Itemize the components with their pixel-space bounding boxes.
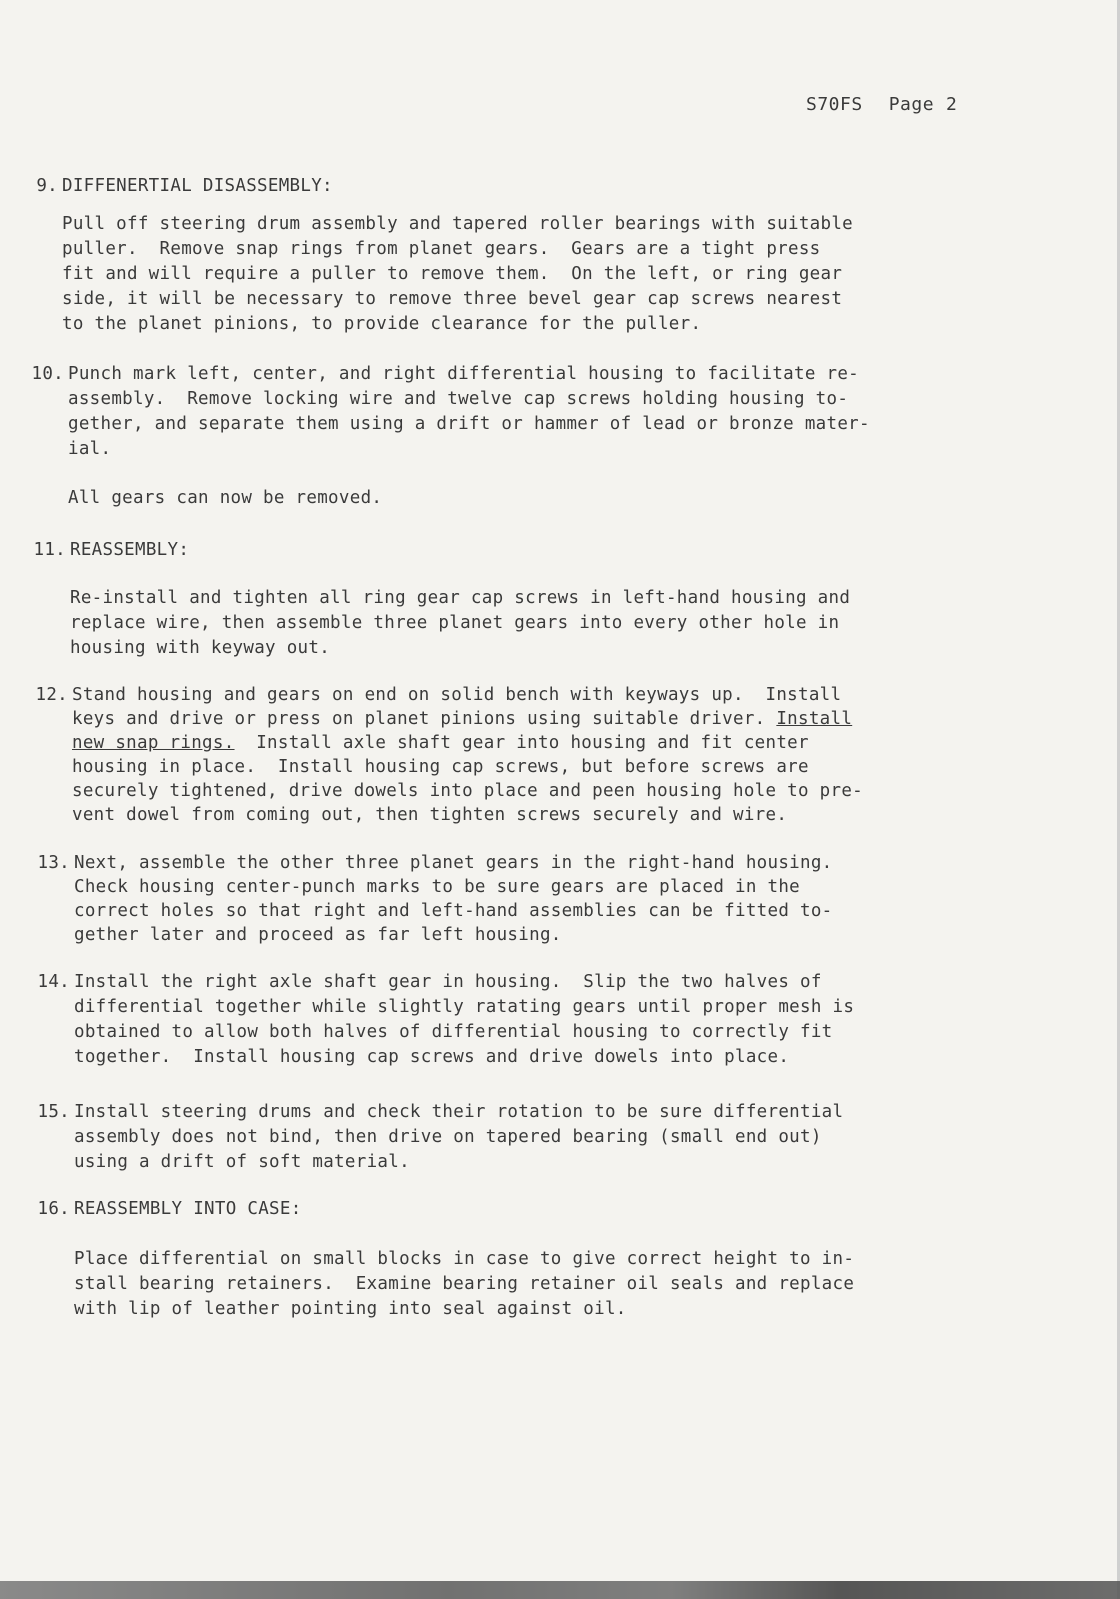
section-number: 12. bbox=[35, 685, 68, 705]
page-number: 2 bbox=[946, 94, 958, 115]
section-number: 16. bbox=[37, 1199, 70, 1219]
text-line: obtained to allow both halves of differential housing to correctly fit bbox=[74, 1022, 833, 1042]
page-header bbox=[806, 94, 983, 115]
text-line: Re-install and tighten all ring gear cap screws in left-hand housing and bbox=[70, 588, 851, 608]
text-segment: keys and drive or press on planet pinions using suitable driver. bbox=[72, 709, 766, 729]
text-line: securely tightened, drive dowels into place and peen housing hole to pre- bbox=[72, 781, 864, 801]
text-line: Install the right axle shaft gear in housing. Slip the two halves of bbox=[74, 972, 822, 992]
text-line: side, it will be necessary to remove three bevel gear cap screws nearest bbox=[62, 289, 843, 309]
text-line: ial. bbox=[68, 439, 112, 459]
section-heading: REASSEMBLY INTO CASE: bbox=[74, 1199, 302, 1219]
text-line: Next, assemble the other three planet gears in the right-hand housing. bbox=[74, 853, 833, 873]
text-line: Check housing center-punch marks to be sure gears are placed in the bbox=[74, 877, 801, 897]
section-number: 15. bbox=[37, 1102, 70, 1122]
underlined-text: Install bbox=[776, 709, 853, 729]
text-line: Punch mark left, center, and right differential housing to facilitate re- bbox=[68, 364, 860, 384]
scan-bottom-edge bbox=[0, 1581, 1120, 1599]
text-line: vent dowel from coming out, then tighten screws securely and wire. bbox=[72, 805, 788, 825]
text-line: using a drift of soft material. bbox=[74, 1152, 410, 1172]
text-line: Stand housing and gears on end on solid bench with keyways up. Install bbox=[72, 685, 842, 705]
text-line: assembly. Remove locking wire and twelve cap screws holding housing to- bbox=[68, 389, 849, 409]
section-heading: DIFFENERTIAL DISASSEMBLY: bbox=[62, 176, 333, 196]
text-line: with lip of leather pointing into seal against oil. bbox=[74, 1299, 627, 1319]
section-number: 13. bbox=[37, 853, 70, 873]
section-number: 14. bbox=[37, 972, 70, 992]
text-line: Place differential on small blocks in case to give correct height to in- bbox=[74, 1249, 855, 1269]
section-number: 9. bbox=[36, 176, 58, 196]
text-line: replace wire, then assemble three planet gears into every other hole in bbox=[70, 613, 840, 633]
text-line: puller. Remove snap rings from planet gears. Gears are a tight press bbox=[62, 239, 821, 259]
document-id: S70FS bbox=[806, 94, 863, 115]
text-line: housing in place. Install housing cap screws, but before screws are bbox=[72, 757, 809, 777]
text-line: gether later and proceed as far left housing. bbox=[74, 925, 562, 945]
text-line bbox=[72, 707, 852, 732]
text-line: stall bearing retainers. Examine bearing retainer oil seals and replace bbox=[74, 1274, 855, 1294]
underlined-text: new snap rings. bbox=[72, 733, 235, 753]
text-line: differential together while slightly ratating gears until proper mesh is bbox=[74, 997, 855, 1017]
text-line: All gears can now be removed. bbox=[68, 488, 383, 508]
text-line: to the planet pinions, to provide clearance for the puller. bbox=[62, 314, 702, 334]
text-line: correct holes so that right and left-hand assemblies can be fitted to- bbox=[74, 901, 833, 921]
text-line: assembly does not bind, then drive on tapered bearing (small end out) bbox=[74, 1127, 822, 1147]
text-line bbox=[72, 731, 809, 756]
section-number: 10. bbox=[31, 364, 64, 384]
section-number: 11. bbox=[33, 540, 66, 560]
text-line: together. Install housing cap screws and drive dowels into place. bbox=[74, 1047, 790, 1067]
text-line: gether, and separate them using a drift or hammer of lead or bronze mater- bbox=[68, 414, 870, 434]
text-line: Pull off steering drum assembly and tapered roller bearings with suitable bbox=[62, 214, 854, 234]
text-segment: Install axle shaft gear into housing and fit center bbox=[234, 733, 809, 753]
text-line: housing with keyway out. bbox=[70, 638, 331, 658]
page-label: Page bbox=[888, 94, 935, 115]
text-line: Install steering drums and check their rotation to be sure differential bbox=[74, 1102, 844, 1122]
text-line: fit and will require a puller to remove them. On the left, or ring gear bbox=[62, 264, 843, 284]
section-heading: REASSEMBLY: bbox=[70, 540, 190, 560]
